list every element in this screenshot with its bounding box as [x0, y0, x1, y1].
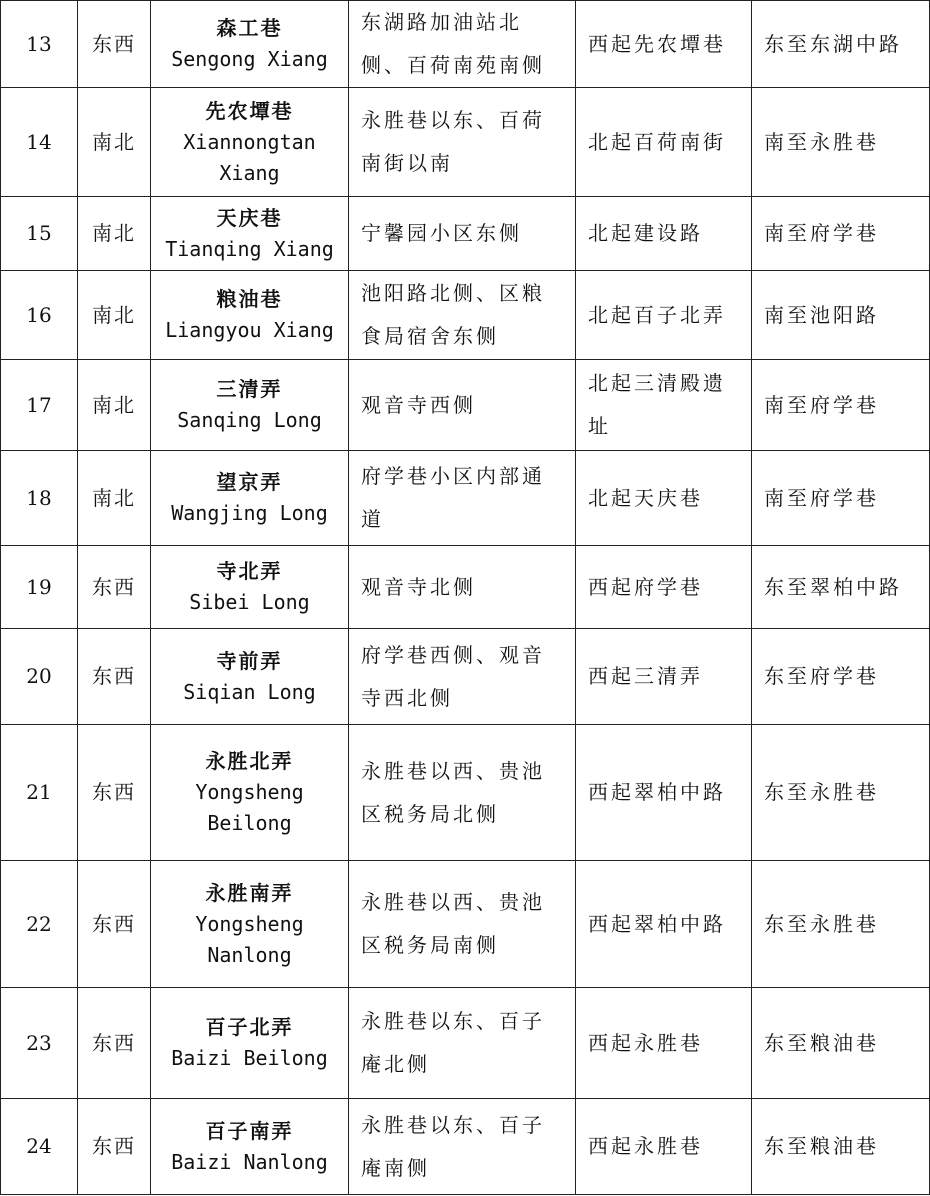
- road-name-pinyin: Siqian Long: [183, 679, 316, 704]
- table-row: [1, 1, 930, 88]
- road-end: 东至粮油巷: [752, 988, 930, 1099]
- road-end: 南至府学巷: [752, 451, 930, 546]
- road-end: 东至粮油巷: [752, 1099, 930, 1195]
- road-name-pinyin: Baizi Nanlong: [171, 1149, 328, 1174]
- road-name-chinese: 天庆巷: [216, 205, 283, 230]
- road-name-pinyin: Yongsheng Beilong: [195, 780, 304, 835]
- table-row: [1, 360, 930, 451]
- road-end: 东至永胜巷: [752, 725, 930, 861]
- road-start: 北起建设路: [576, 197, 752, 271]
- road-name-cell: [151, 546, 349, 629]
- road-name-pinyin: Wangjing Long: [171, 501, 328, 525]
- road-location: 永胜巷以东、百子庵南侧: [349, 1099, 576, 1195]
- table-row: [1, 451, 930, 546]
- road-name-pinyin: Xiannongtan Xiang: [183, 129, 316, 185]
- road-location: 宁馨园小区东侧: [349, 197, 576, 271]
- table-row: [1, 88, 930, 197]
- table-row: [1, 197, 930, 271]
- row-number: 23: [1, 988, 78, 1099]
- road-name-chinese: 百子南弄: [205, 1118, 294, 1143]
- road-end: 东至府学巷: [752, 629, 930, 725]
- row-number: 20: [1, 629, 78, 725]
- road-start: 西起翠柏中路: [576, 725, 752, 861]
- road-name-cell: [151, 861, 349, 988]
- row-number: 13: [1, 1, 78, 88]
- row-direction: 东西: [78, 546, 151, 629]
- row-number: 16: [1, 271, 78, 360]
- road-start: 西起永胜巷: [576, 988, 752, 1099]
- table-row: [1, 725, 930, 861]
- road-name-cell: [151, 360, 349, 451]
- row-direction: 南北: [78, 197, 151, 271]
- road-name-pinyin: Yongsheng Nanlong: [195, 911, 304, 967]
- road-location: 永胜巷以西、贵池区税务局南侧: [349, 861, 576, 988]
- row-direction: 东西: [78, 1, 151, 88]
- row-direction: 东西: [78, 725, 151, 861]
- road-location: 府学巷小区内部通道: [349, 451, 576, 546]
- road-name-pinyin: Tianqing Xiang: [165, 236, 334, 261]
- road-name-pinyin: Sanqing Long: [177, 408, 322, 432]
- road-end: 东至东湖中路: [752, 1, 930, 88]
- road-name-cell: [151, 197, 349, 271]
- row-direction: 南北: [78, 451, 151, 546]
- row-number: 17: [1, 360, 78, 451]
- road-name-cell: [151, 271, 349, 360]
- road-name-cell: [151, 725, 349, 861]
- row-direction: 东西: [78, 988, 151, 1099]
- road-name-chinese: 永胜南弄: [205, 880, 294, 905]
- road-name-chinese: 寺前弄: [216, 648, 283, 673]
- road-name-pinyin: Liangyou Xiang: [165, 318, 334, 342]
- road-start: 西起三清弄: [576, 629, 752, 725]
- road-location: 池阳路北侧、区粮食局宿舍东侧: [349, 271, 576, 360]
- row-direction: 南北: [78, 88, 151, 197]
- table-row: [1, 546, 930, 629]
- table-row: [1, 629, 930, 725]
- road-name-chinese: 先农墰巷: [205, 98, 294, 123]
- road-name-pinyin: Sengong Xiang: [171, 47, 328, 71]
- road-name-chinese: 望京弄: [216, 470, 283, 494]
- road-start: 西起先农墰巷: [576, 1, 752, 88]
- road-name-chinese: 寺北弄: [216, 559, 283, 583]
- row-direction: 南北: [78, 360, 151, 451]
- road-start: 北起百荷南街: [576, 88, 752, 197]
- road-name-pinyin: Sibei Long: [189, 590, 310, 614]
- road-end: 南至府学巷: [752, 360, 930, 451]
- row-direction: 东西: [78, 1099, 151, 1195]
- row-number: 19: [1, 546, 78, 629]
- row-number: 24: [1, 1099, 78, 1195]
- table-row: [1, 988, 930, 1099]
- road-end: 南至池阳路: [752, 271, 930, 360]
- row-number: 22: [1, 861, 78, 988]
- road-start: 西起翠柏中路: [576, 861, 752, 988]
- table-row: [1, 1099, 930, 1195]
- road-end: 东至翠柏中路: [752, 546, 930, 629]
- road-start: 西起府学巷: [576, 546, 752, 629]
- road-start: 北起三清殿遗址: [576, 360, 752, 451]
- road-name-cell: [151, 1, 349, 88]
- road-end: 东至永胜巷: [752, 861, 930, 988]
- road-name-cell: [151, 451, 349, 546]
- table-row: [1, 271, 930, 360]
- row-number: 15: [1, 197, 78, 271]
- table-row: [1, 861, 930, 988]
- road-location: 东湖路加油站北侧、百荷南苑南侧: [349, 1, 576, 88]
- road-name-cell: [151, 988, 349, 1099]
- road-end: 南至永胜巷: [752, 88, 930, 197]
- row-direction: 南北: [78, 271, 151, 360]
- road-name-pinyin: Baizi Beilong: [171, 1046, 328, 1070]
- road-location: 永胜巷以东、百荷南街以南: [349, 88, 576, 197]
- road-location: 观音寺北侧: [349, 546, 576, 629]
- row-direction: 东西: [78, 629, 151, 725]
- road-end: 南至府学巷: [752, 197, 930, 271]
- road-name-chinese: 三清弄: [216, 377, 283, 401]
- road-start: 北起百子北弄: [576, 271, 752, 360]
- road-name-cell: [151, 629, 349, 725]
- road-name-chinese: 百子北弄: [205, 1015, 294, 1039]
- road-name-chinese: 森工巷: [216, 16, 283, 40]
- road-start: 北起天庆巷: [576, 451, 752, 546]
- road-location: 府学巷西侧、观音寺西北侧: [349, 629, 576, 725]
- road-location: 永胜巷以西、贵池区税务局北侧: [349, 725, 576, 861]
- road-start: 西起永胜巷: [576, 1099, 752, 1195]
- row-number: 21: [1, 725, 78, 861]
- row-number: 14: [1, 88, 78, 197]
- road-location: 观音寺西侧: [349, 360, 576, 451]
- row-direction: 东西: [78, 861, 151, 988]
- road-name-cell: [151, 1099, 349, 1195]
- road-name-chinese: 永胜北弄: [205, 749, 294, 773]
- road-name-cell: [151, 88, 349, 197]
- road-location: 永胜巷以东、百子庵北侧: [349, 988, 576, 1099]
- row-number: 18: [1, 451, 78, 546]
- road-name-chinese: 粮油巷: [216, 287, 283, 311]
